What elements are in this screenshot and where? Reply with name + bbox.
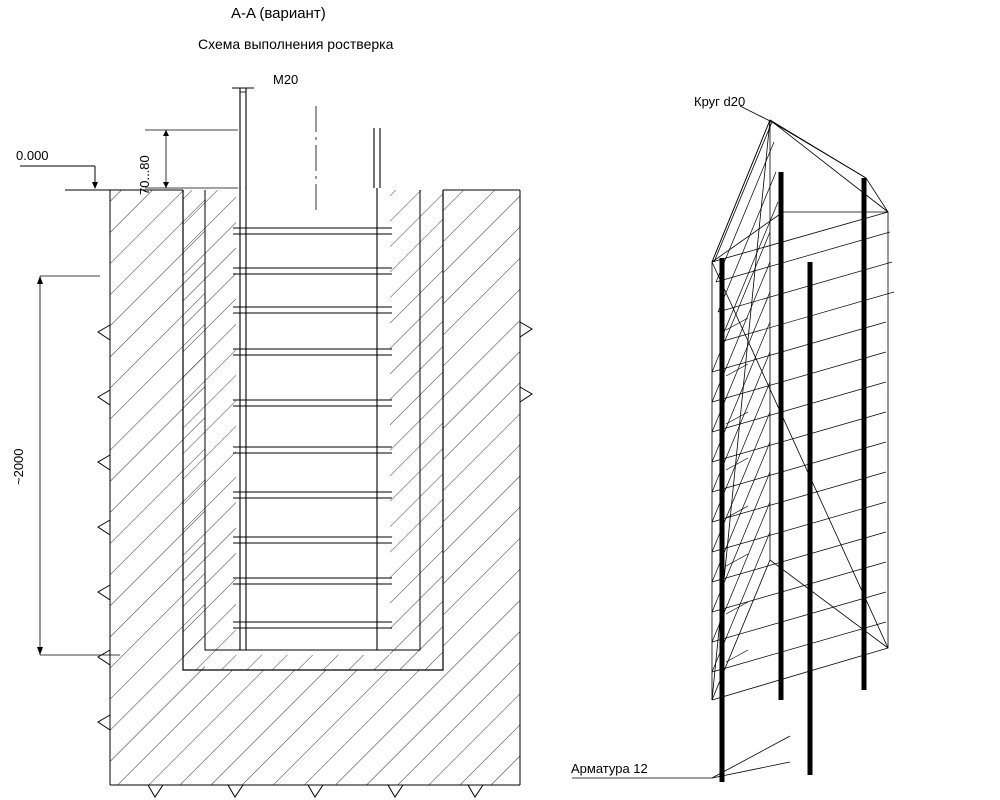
cage-rings bbox=[712, 142, 894, 672]
rebar-label: Арматура 12 bbox=[571, 761, 648, 776]
break-marks-bottom bbox=[148, 785, 483, 797]
embed-depth-dimension bbox=[145, 130, 238, 188]
anchor-bolt-m20 bbox=[232, 88, 254, 190]
anchor-bolt-label: M20 bbox=[273, 72, 299, 87]
pile-body bbox=[183, 190, 443, 670]
section-view-group bbox=[20, 88, 532, 797]
rebar-cage-3d-view bbox=[572, 106, 894, 782]
page-subtitle: Схема выполнения ростверка bbox=[198, 36, 394, 52]
round-bar-leader bbox=[714, 106, 866, 262]
break-marks-left bbox=[98, 325, 110, 730]
ground-level-marker bbox=[20, 166, 183, 190]
ground-level-label: 0.000 bbox=[16, 148, 49, 163]
page-title: A-A (вариант) bbox=[231, 5, 326, 22]
break-marks-right bbox=[520, 322, 532, 402]
embed-depth-label: 70...80 bbox=[137, 155, 152, 195]
pile-depth-label: ~2000 bbox=[11, 448, 26, 485]
round-bar-label: Круг d20 bbox=[694, 94, 746, 109]
